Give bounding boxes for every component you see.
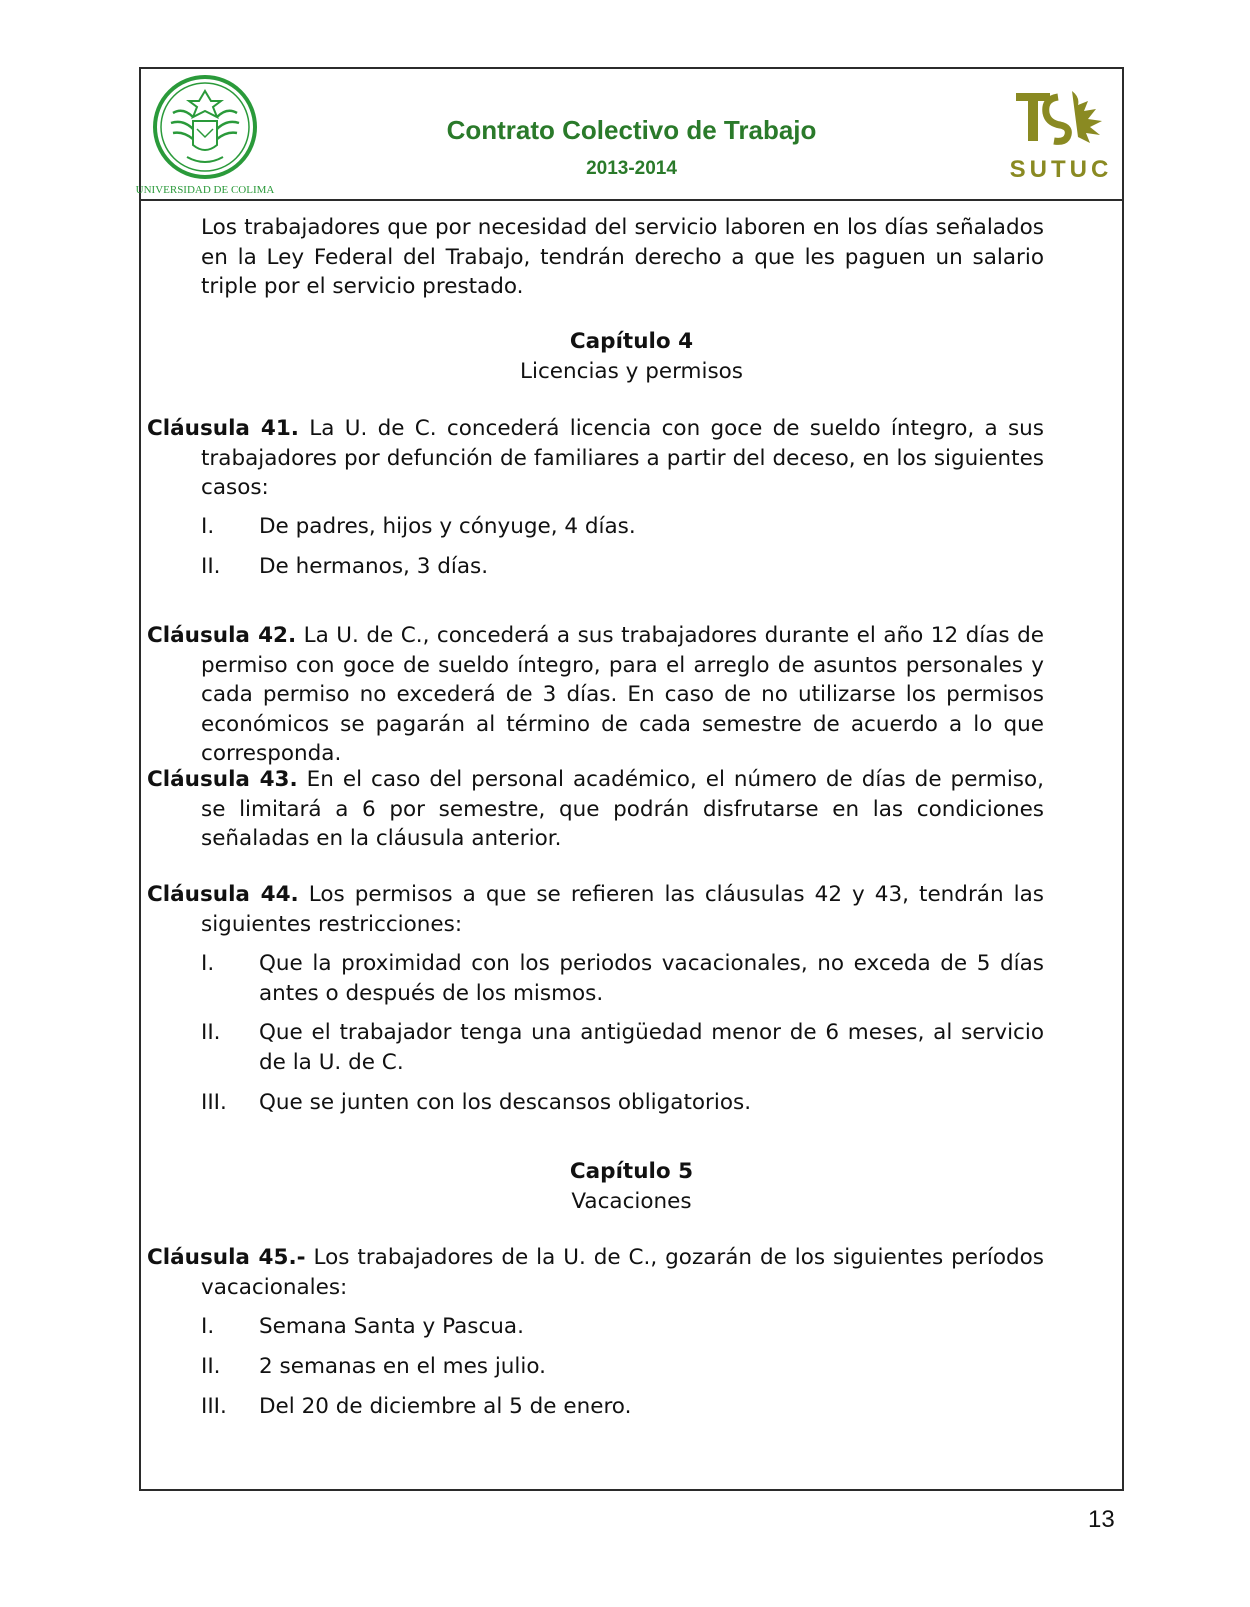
page-frame (135, 67, 1124, 1491)
seal-caption: UNIVERSIDAD DE COLIMA (135, 184, 275, 196)
clause-45-label: Cláusula 45.- (147, 1245, 306, 1270)
clause-43-label: Cláusula 43. (147, 767, 298, 792)
clause-44-item-3: III. Que se junten con los descansos obligatorios. (201, 1090, 752, 1115)
document-title: Contrato Colectivo de Trabajo (446, 115, 817, 145)
clause-44-item-1: I. Que la proximidad con los periodos vacacionales, no exceda de 5 días antes o después de los mismos. (201, 951, 1044, 1006)
chapter-5-subtitle: Vacaciones (571, 1188, 692, 1214)
clause-41-text: La U. de C. concederá licencia con goce de sueldo íntegro, a sus trabajadores por defunción de familiares a partir del deceso, en los siguientes casos: (201, 416, 1044, 500)
chapter-4-subtitle: Licencias y permisos (520, 358, 743, 384)
clause-45-item-1: I. Semana Santa y Pascua. (201, 1314, 524, 1339)
clause-41-item-2: II. De hermanos, 3 días. (201, 554, 489, 579)
clause-45-text: Los trabajadores de la U. de C., gozarán de los siguientes períodos vacacionales: (201, 1245, 1044, 1300)
clause-43 (147, 765, 1044, 854)
sutuc-logo-icon (1006, 83, 1116, 183)
intro-paragraph: Los trabajadores que por necesidad del servicio laboren en los días señalados en la Ley Federal del Trabajo, tendrán derecho a que les paguen un salario triple por el servicio prestado. (201, 215, 1044, 299)
clause-44-text: Los permisos a que se refieren las cláusulas 42 y 43, tendrán las siguientes restricciones: (201, 882, 1044, 937)
clause-43-text: En el caso del personal académico, el número de días de permiso, se limitará a 6 por semestre, que podrán disfrutarse en las condiciones señaladas en la cláusula anterior. (201, 767, 1044, 851)
clause-44-item-2: II. Que el trabajador tenga una antigüedad menor de 6 meses, al servicio de la U. de C. (201, 1020, 1044, 1075)
document-years: 2013-2014 (586, 158, 677, 179)
page-number: 13 (1088, 1506, 1115, 1533)
chapter-4-heading (141, 327, 1122, 386)
clause-41 (147, 414, 1044, 503)
clause-45-item-3: III. Del 20 de diciembre al 5 de enero. (201, 1394, 632, 1419)
clause-42-label: Cláusula 42. (147, 623, 297, 648)
page-header (135, 69, 1122, 201)
clause-45-item-2: II. 2 semanas en el mes julio. (201, 1354, 546, 1379)
clause-41-item-1: I. De padres, hijos y cónyuge, 4 días. (201, 514, 636, 539)
sutuc-wordmark: SUTUC (1009, 156, 1113, 183)
clause-44-label: Cláusula 44. (147, 882, 299, 907)
clause-41-label: Cláusula 41. (147, 416, 299, 441)
chapter-5-heading (141, 1157, 1122, 1216)
clause-44 (147, 880, 1044, 939)
chapter-5-title: Capítulo 5 (569, 1159, 694, 1184)
clause-42 (147, 621, 1044, 769)
clause-45 (147, 1243, 1044, 1302)
clause-42-text: La U. de C., concederá a sus trabajadores durante el año 12 días de permiso con goce de sueldo íntegro, para el arreglo de asuntos personales y cada permiso no excederá de 3 días. En caso de no utilizarse los permisos económicos se pagarán al término de cada semestre de acuerdo a lo que corresponda. (201, 623, 1044, 766)
chapter-4-title: Capítulo 4 (569, 329, 694, 354)
